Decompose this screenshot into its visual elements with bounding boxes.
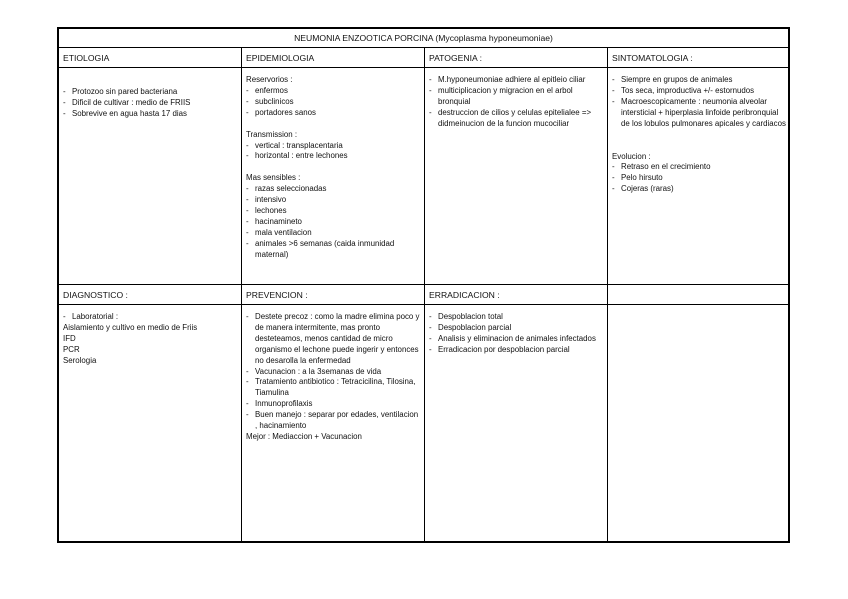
- patogenia-cell: [429, 75, 601, 130]
- list-item: - Laboratorial :: [63, 312, 238, 323]
- list-item: - Tratamiento antibiotico : Tetracicilina, Tilosina, Tiamulina: [246, 377, 421, 399]
- list-item: - Vacunacion : a la 3semanas de vida: [246, 367, 421, 378]
- list-item: - vertical : transplacentaria: [246, 141, 421, 152]
- row-divider: [59, 284, 788, 285]
- header-epidemiologia: EPIDEMIOLOGIA: [246, 53, 315, 63]
- list-item: - hacinamineto: [246, 217, 421, 228]
- list-item: - Tos seca, improductiva +/- estornudos: [612, 86, 786, 97]
- diagnostico-line: Aislamiento y cultivo en medio de Friis: [63, 322, 198, 332]
- evolucion-label: Evolucion :: [612, 151, 651, 161]
- list-item: - mala ventilacion: [246, 228, 421, 239]
- header-sintomatologia: SINTOMATOLOGIA :: [612, 53, 693, 63]
- list-item: - lechones: [246, 206, 421, 217]
- list-item: - Analisis y eliminacion de animales infectados: [429, 334, 601, 345]
- list-item: - intensivo: [246, 195, 421, 206]
- diagnostico-line: IFD: [63, 333, 76, 343]
- list-item: - Despoblacion parcial: [429, 323, 601, 334]
- list-item: - Cojeras (raras): [612, 184, 786, 195]
- list-item: - horizontal : entre lechones: [246, 151, 421, 162]
- list-item: - Despoblacion total: [429, 312, 601, 323]
- table-title: NEUMONIA ENZOOTICA PORCINA (Mycoplasma hyponeumoniae): [59, 29, 788, 48]
- list-item: - Inmunoprofilaxis: [246, 399, 421, 410]
- list-item: - Siempre en grupos de animales: [612, 75, 786, 86]
- erradicacion-cell: [429, 312, 601, 356]
- column-divider: [607, 48, 608, 541]
- etiologia-cell: [63, 87, 238, 120]
- list-item: - portadores sanos: [246, 108, 421, 119]
- row-divider: [59, 304, 788, 305]
- reservorios-label: Reservorios :: [246, 75, 293, 84]
- header-patogenia: PATOGENIA :: [429, 53, 483, 63]
- list-item: - razas seleccionadas: [246, 184, 421, 195]
- list-item: - Buen manejo : separar por edades, ventilacion , hacinamiento: [246, 410, 421, 432]
- prevencion-mejor: Mejor : Mediaccion + Vacunacion: [246, 431, 362, 441]
- diagnostico-cell: [63, 312, 238, 367]
- list-item: - Pelo hirsuto: [612, 173, 786, 184]
- transmission-label: Transmission :: [246, 129, 298, 139]
- header-prevencion: PREVENCION :: [246, 290, 308, 300]
- list-item: - Erradicacion por despoblacion parcial: [429, 345, 601, 356]
- column-divider: [241, 48, 242, 541]
- disease-table: [57, 27, 790, 543]
- list-item: - M.hyponeumoniae adhiere al epitleio ciliar: [429, 75, 601, 86]
- row-divider: [59, 67, 788, 68]
- header-etiologia: ETIOLOGIA: [63, 53, 110, 63]
- epidemiologia-cell: [246, 75, 421, 261]
- list-item: - subclinicos: [246, 97, 421, 108]
- header-erradicacion: ERRADICACION :: [429, 290, 500, 300]
- list-item: - Protozoo sin pared bacteriana: [63, 87, 238, 98]
- list-item: - Sobrevive en agua hasta 17 dias: [63, 109, 238, 120]
- list-item: - Destete precoz : como la madre elimina poco y de manera intermitente, mas pronto desteteamos, menos cantidad de micro organismo el lechone puede ingerir y entonces no desarolla la enfermedad: [246, 312, 421, 367]
- prevencion-cell: [246, 312, 421, 443]
- sintomatologia-cell: [612, 75, 786, 195]
- diagnostico-line: PCR: [63, 344, 80, 354]
- list-item: - multiciplicacion y migracion en el arbol bronquial: [429, 86, 601, 108]
- list-item: - Macroescopicamente : neumonia alveolar intersticial + hiperplasia linfoide peribronquial de los lobulos pulmonares apicales y cardiacos: [612, 97, 786, 130]
- list-item: - enfermos: [246, 86, 421, 97]
- list-item: - destruccion de cilios y celulas epitelialee => didmeinucion de la funcion mucociliar: [429, 108, 601, 130]
- list-item: - animales >6 semanas (caida inmunidad maternal): [246, 239, 421, 261]
- list-item: - Dificil de cultivar : medio de FRIIS: [63, 98, 238, 109]
- sensibles-label: Mas sensibles :: [246, 173, 301, 183]
- column-divider: [424, 48, 425, 541]
- header-diagnostico: DIAGNOSTICO :: [63, 290, 128, 300]
- diagnostico-line: Serologia: [63, 355, 97, 365]
- list-item: - Retraso en el crecimiento: [612, 162, 786, 173]
